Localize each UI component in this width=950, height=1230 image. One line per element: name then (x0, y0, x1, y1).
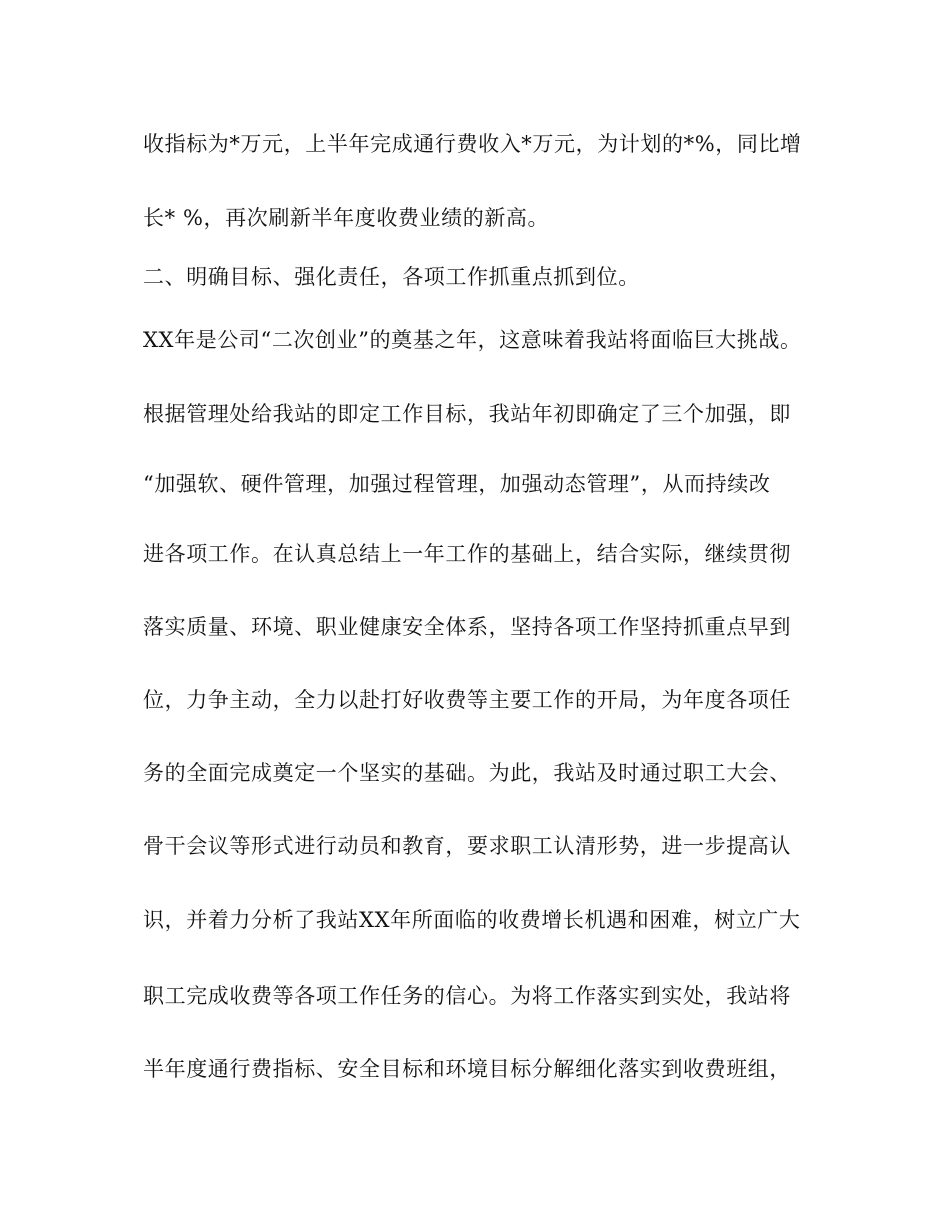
text-line: 半年度通行费指标、安全目标和环境目标分解细化落实到收费班组， (143, 1057, 791, 1081)
text-line: 务的全面完成奠定一个坚实的基础。为此，我站及时通过职工大会、 (143, 761, 791, 785)
text-line: 进各项工作。在认真总结上一年工作的基础上，结合实际，继续贯彻 (143, 542, 791, 566)
text-line: 识，并着力分析了我站XX年所面临的收费增长机遇和困难，树立广大 (143, 908, 801, 932)
text-line: 收指标为*万元，上半年完成通行费收入*万元，为计划的*%，同比增 (143, 132, 802, 156)
text-line: 骨干会议等形式进行动员和教育，要求职工认清形势，进一步提高认 (143, 834, 791, 858)
text-line: XX年是公司“二次创业”的奠基之年，这意味着我站将面临巨大挑战。 (143, 328, 802, 352)
section-heading: 二、明确目标、强化责任，各项工作抓重点抓到位。 (143, 265, 640, 289)
text-line: 长* %，再次刷新半年度收费业绩的新高。 (143, 206, 550, 230)
text-line: 根据管理处给我站的即定工作目标，我站年初即确定了三个加强，即 (143, 402, 791, 426)
text-line: 职工完成收费等各项工作任务的信心。为将工作落实到实处，我站将 (143, 984, 791, 1008)
text-line: 位，力争主动，全力以赴打好收费等主要工作的开局，为年度各项任 (143, 688, 791, 712)
text-line: 落实质量、环境、职业健康安全体系，坚持各项工作坚持抓重点早到 (143, 615, 791, 639)
text-line: “加强软、硬件管理，加强过程管理，加强动态管理”，从而持续改 (143, 472, 771, 496)
